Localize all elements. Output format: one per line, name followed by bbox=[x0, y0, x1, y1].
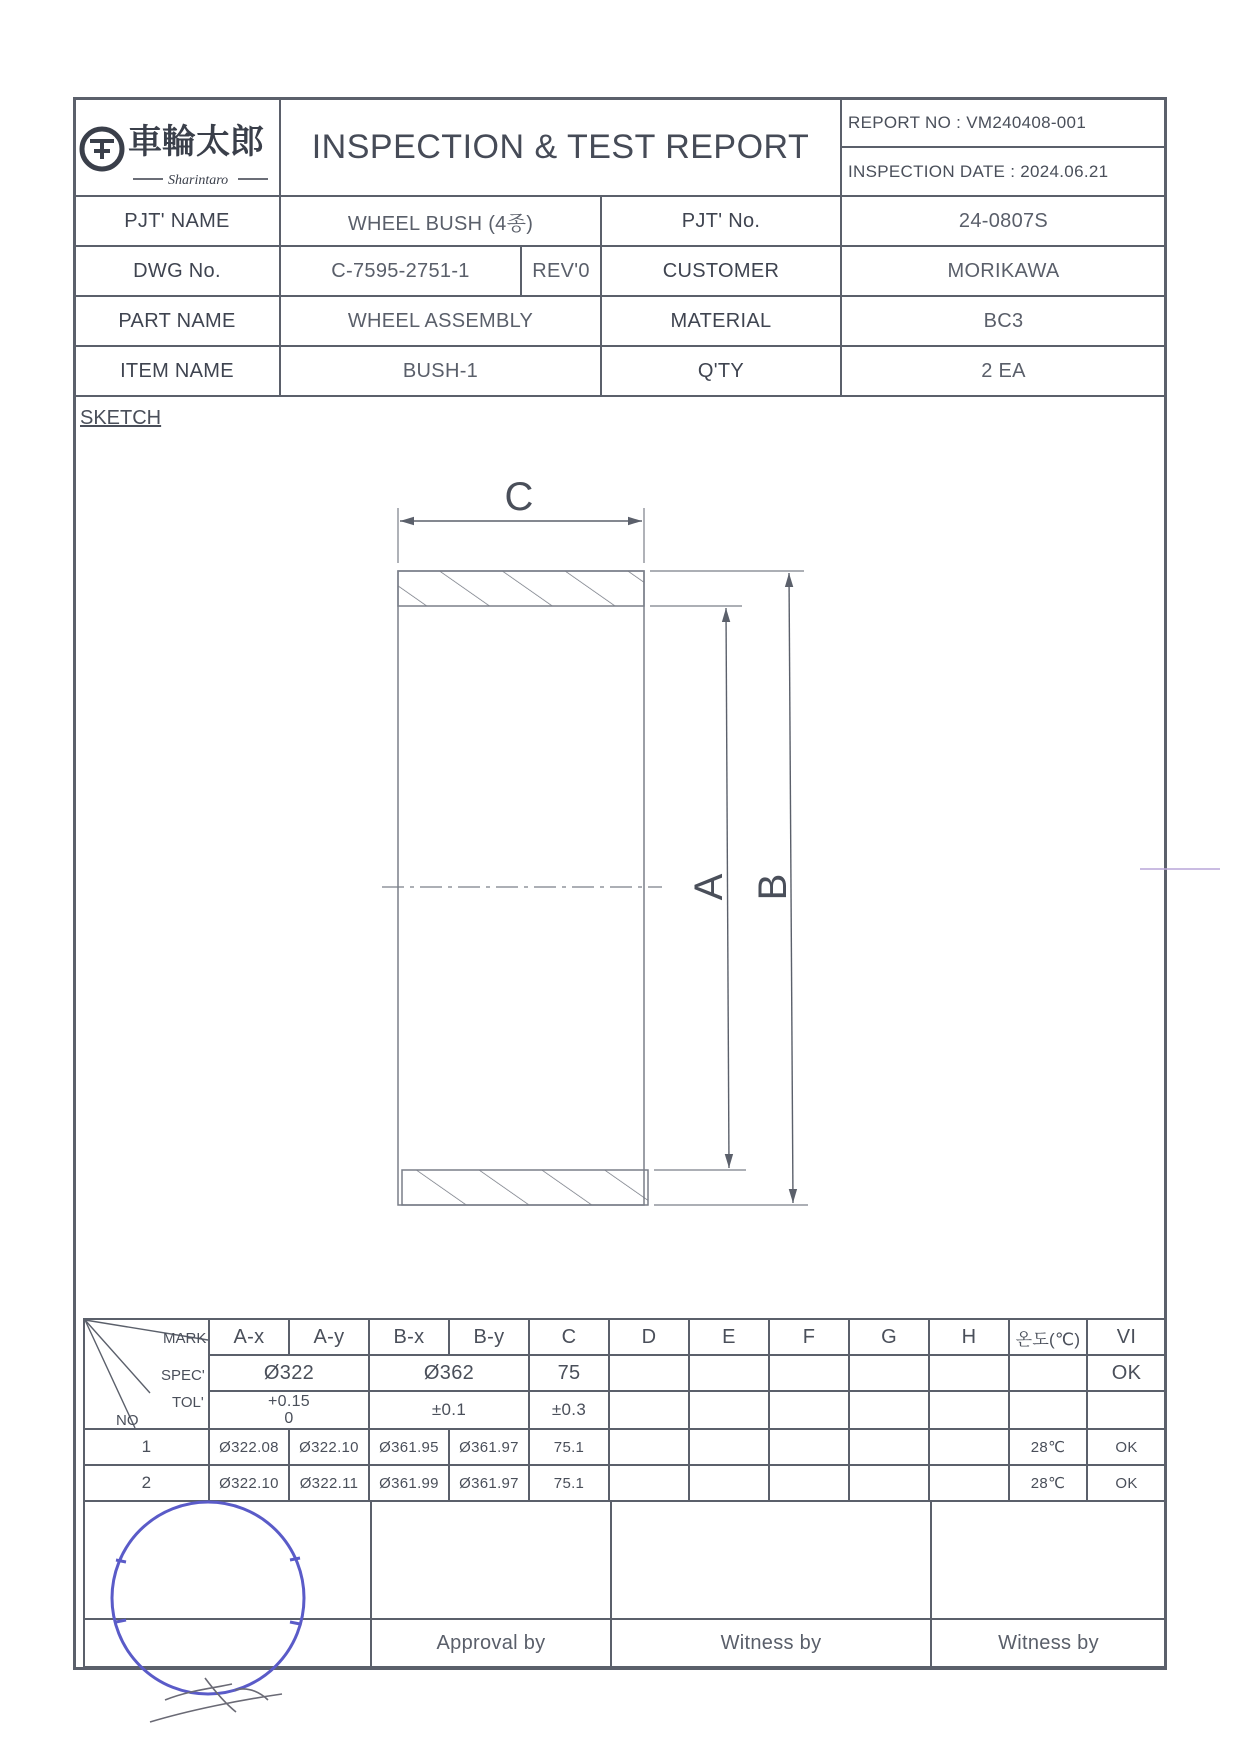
tol-c: ±0.3 bbox=[528, 1390, 610, 1430]
row-1-ay: Ø322.10 bbox=[288, 1428, 370, 1466]
spec-c: 75 bbox=[528, 1354, 610, 1392]
spec-label: SPEC' bbox=[161, 1367, 205, 1384]
spec-a: Ø322 bbox=[208, 1354, 370, 1392]
no-label: NO bbox=[116, 1412, 139, 1429]
part-name-value: WHEEL ASSEMBLY bbox=[279, 295, 602, 347]
row-2-by: Ø361.97 bbox=[448, 1464, 530, 1502]
row-2-ay: Ø322.11 bbox=[288, 1464, 370, 1502]
col-header-ay: A-y bbox=[288, 1318, 370, 1356]
dwg-no-label: DWG No. bbox=[73, 245, 281, 297]
part-name-label: PART NAME bbox=[73, 295, 281, 347]
col-header-e: E bbox=[688, 1318, 770, 1356]
col-header-bx: B-x bbox=[368, 1318, 450, 1356]
row-2-ax: Ø322.10 bbox=[208, 1464, 290, 1502]
company-name: 車輪太郎 bbox=[128, 122, 264, 162]
row-1-vi: OK bbox=[1086, 1428, 1167, 1466]
col-header-d: D bbox=[608, 1318, 690, 1356]
report-title: INSPECTION & TEST REPORT bbox=[279, 97, 842, 197]
dimension-c-label: C bbox=[504, 475, 534, 519]
pjt-no-label: PJT' No. bbox=[600, 195, 842, 247]
row-1-bx: Ø361.95 bbox=[368, 1428, 450, 1466]
customer-value: MORIKAWA bbox=[840, 245, 1167, 297]
tol-a-lower: 0 bbox=[284, 1410, 294, 1427]
col-header-by: B-y bbox=[448, 1318, 530, 1356]
col-header-temperature: 온도(℃) bbox=[1008, 1318, 1088, 1356]
row-1-by: Ø361.97 bbox=[448, 1428, 530, 1466]
material-label: MATERIAL bbox=[600, 295, 842, 347]
row-1-ax: Ø322.08 bbox=[208, 1428, 290, 1466]
item-name-value: BUSH-1 bbox=[279, 345, 602, 397]
dimension-a-label: A bbox=[687, 873, 731, 901]
col-header-h: H bbox=[928, 1318, 1010, 1356]
pjt-name-value: WHEEL BUSH (4종) bbox=[279, 195, 602, 247]
row-1-no: 1 bbox=[83, 1428, 210, 1466]
pjt-no-value: 24-0807S bbox=[840, 195, 1167, 247]
col-header-ax: A-x bbox=[208, 1318, 290, 1356]
tol-a-upper: +0.15 bbox=[268, 1393, 310, 1410]
revision-value: REV'0 bbox=[520, 245, 602, 297]
witness-1-label: Witness by bbox=[610, 1618, 932, 1668]
tol-b: ±0.1 bbox=[368, 1390, 530, 1430]
dimension-b-label: B bbox=[751, 873, 795, 901]
report-number: REPORT NO : VM240408-001 bbox=[840, 97, 1167, 148]
row-2-c: 75.1 bbox=[528, 1464, 610, 1502]
inspection-date: INSPECTION DATE : 2024.06.21 bbox=[840, 146, 1167, 197]
sketch-label: SKETCH bbox=[80, 407, 162, 429]
row-1-temperature: 28℃ bbox=[1008, 1428, 1088, 1466]
spec-b: Ø362 bbox=[368, 1354, 530, 1392]
witness-2-label: Witness by bbox=[930, 1618, 1167, 1668]
item-name-label: ITEM NAME bbox=[73, 345, 281, 397]
row-2-bx: Ø361.99 bbox=[368, 1464, 450, 1502]
dwg-no-value: C-7595-2751-1 bbox=[279, 245, 522, 297]
tol-label: TOL' bbox=[172, 1394, 204, 1411]
row-2-no: 2 bbox=[83, 1464, 210, 1502]
row-1-c: 75.1 bbox=[528, 1428, 610, 1466]
col-header-vi: VI bbox=[1086, 1318, 1167, 1356]
company-romaji: Sharintaro bbox=[168, 173, 229, 188]
col-header-f: F bbox=[768, 1318, 850, 1356]
approval-by-label: Approval by bbox=[370, 1618, 612, 1668]
spec-vi: OK bbox=[1086, 1354, 1167, 1392]
mark-label: MARK bbox=[163, 1330, 207, 1347]
pjt-name-label: PJT' NAME bbox=[73, 195, 281, 247]
row-2-vi: OK bbox=[1086, 1464, 1167, 1502]
row-2-temperature: 28℃ bbox=[1008, 1464, 1088, 1502]
customer-label: CUSTOMER bbox=[600, 245, 842, 297]
qty-value: 2 EA bbox=[840, 345, 1167, 397]
col-header-c: C bbox=[528, 1318, 610, 1356]
material-value: BC3 bbox=[840, 295, 1167, 347]
qty-label: Q'TY bbox=[600, 345, 842, 397]
col-header-g: G bbox=[848, 1318, 930, 1356]
